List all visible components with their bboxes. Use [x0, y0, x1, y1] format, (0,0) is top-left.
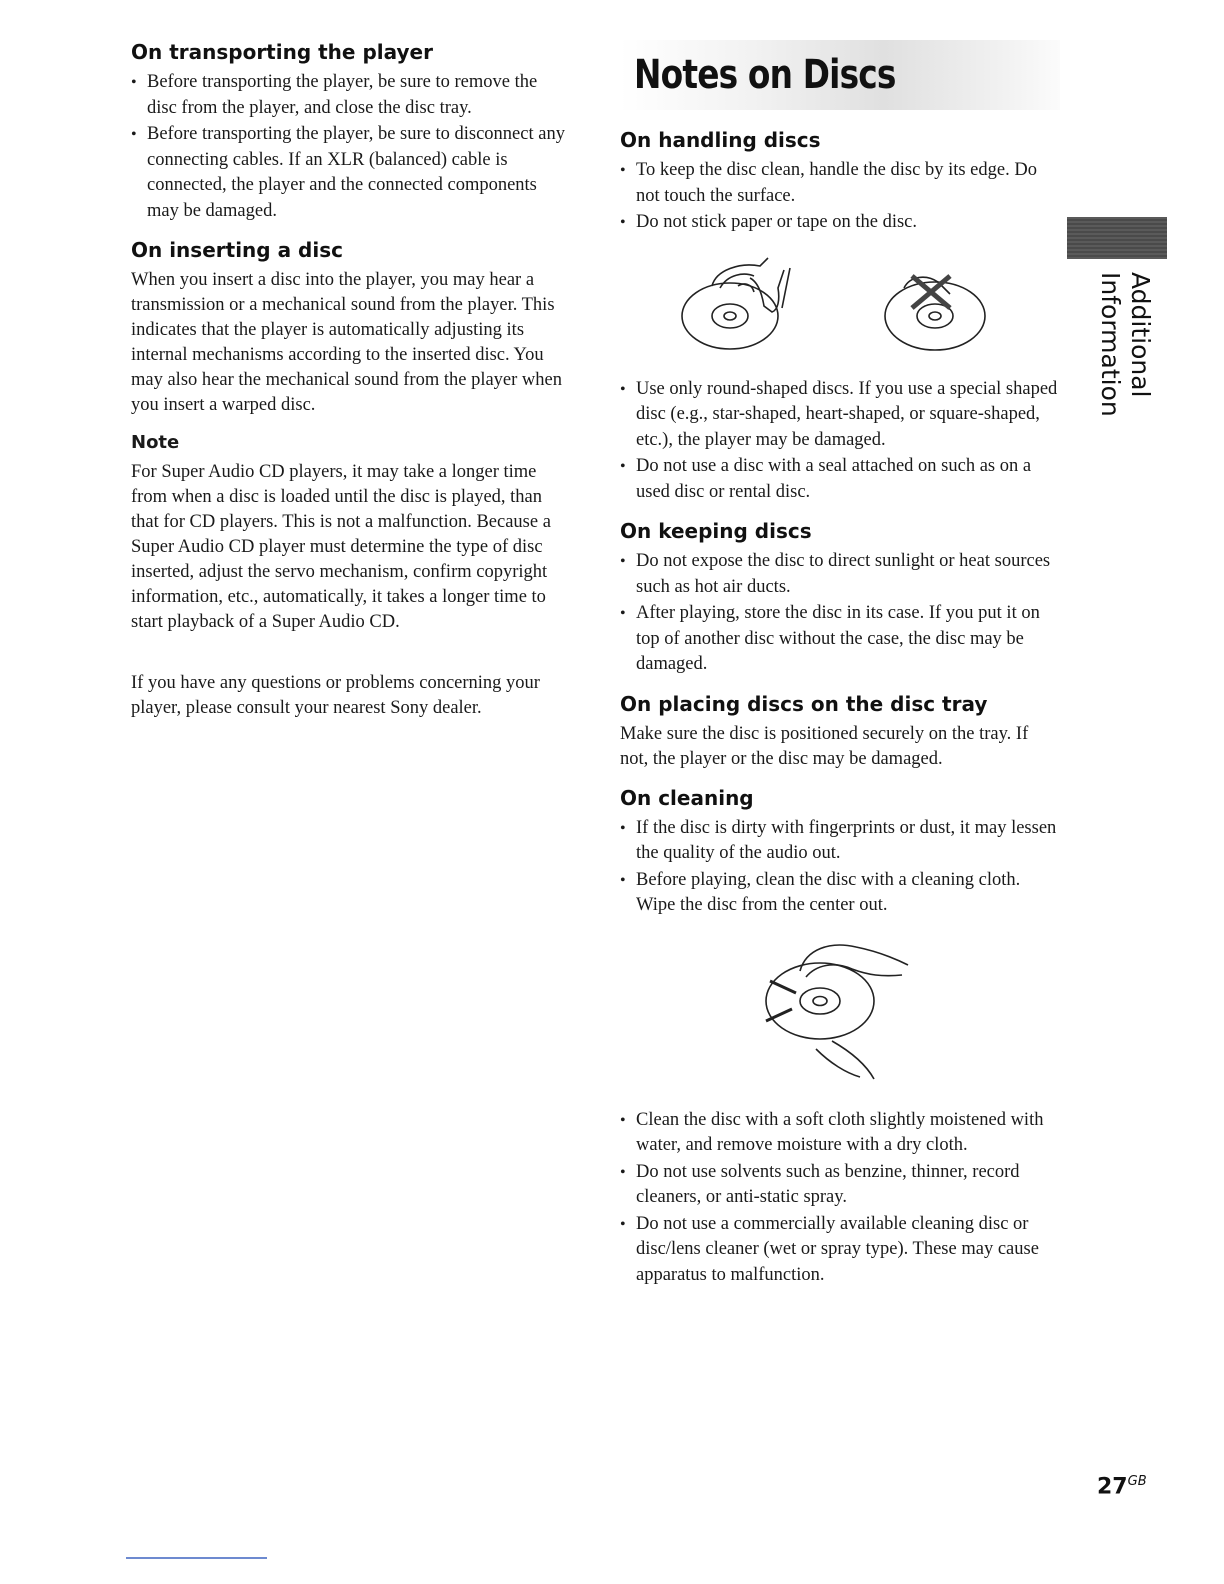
- section-cleaning: [620, 786, 1060, 1289]
- right-column: [620, 40, 1060, 1302]
- disc-cleaning-figure: [620, 931, 1060, 1091]
- heading-placing: On placing discs on the disc tray: [620, 691, 988, 716]
- inserting-text: When you insert a disc into the player, you may hear a transmission or a mechanical sound from the player. This indicates that the player is automatically adjusting its internal mechanisms according to the inserted disc. You may also hear the mechanical sound from the player when you insert a warped disc.: [131, 270, 562, 415]
- heading-note: Note: [131, 432, 180, 453]
- section-tab-marker: [1067, 217, 1167, 259]
- transporting-list: [131, 70, 571, 224]
- cleaning-list-2: [620, 1108, 1060, 1289]
- list-item: • If the disc is dirty with fingerprints or dust, it may lessen the quality of the audio out.: [620, 816, 1060, 867]
- list-item: • Before playing, clean the disc with a cleaning cloth. Wipe the disc from the center out.: [620, 868, 1060, 919]
- handling-list-2: [620, 377, 1060, 506]
- heading-handling: On handling discs: [620, 128, 821, 152]
- page-number: [1097, 1474, 1147, 1499]
- side-label-text: Additional Information: [1096, 272, 1155, 417]
- list-item: • Clean the disc with a soft cloth slightly moistened with water, and remove moisture with a dry cloth.: [620, 1108, 1060, 1159]
- heading-keeping: On keeping discs: [620, 519, 812, 543]
- section-placing: [620, 692, 1060, 772]
- footer-rule: [126, 1557, 267, 1559]
- disc-handling-figure: [620, 248, 1060, 360]
- title-banner: [620, 40, 1060, 110]
- list-item: • Before transporting the player, be sure to disconnect any connecting cables. If an XLR (balanced) cable is connected, the player and the connected components may be damaged.: [131, 122, 571, 224]
- heading-cleaning: On cleaning: [620, 785, 754, 810]
- section-inserting: [131, 238, 571, 418]
- cleaning-list: [620, 816, 1060, 919]
- section-transporting: [131, 40, 571, 224]
- placing-text: Make sure the disc is positioned securely on the tray. If not, the player or the disc may be damaged.: [620, 723, 1029, 769]
- section-keeping: [620, 519, 1060, 678]
- side-section-label: [1095, 272, 1155, 527]
- list-item: • Do not use a disc with a seal attached on such as on a used disc or rental disc.: [620, 454, 1060, 505]
- handling-list: [620, 158, 1060, 236]
- list-item: • Use only round-shaped discs. If you use a special shaped disc (e.g., star-shaped, heart-shaped, or square-shaped, etc.), the player may be damaged.: [620, 377, 1060, 454]
- disc-cleaning-illustration: [620, 931, 1060, 1096]
- list-item: • After playing, store the disc in its case. If you put it on top of another disc without the case, the disc may be damaged.: [620, 601, 1060, 678]
- page-number-suffix: GB: [1127, 1474, 1147, 1489]
- disc-no-touch-icon: [885, 276, 985, 350]
- section-handling: [620, 128, 1060, 505]
- list-item: • Before transporting the player, be sure to remove the disc from the player, and close the disc tray.: [131, 70, 571, 121]
- list-item: • Do not use solvents such as benzine, thinner, record cleaners, or anti-static spray.: [620, 1160, 1060, 1211]
- disc-held-by-edge-icon: [682, 258, 790, 349]
- disc-wiping-icon: [766, 945, 908, 1079]
- contact-text: If you have any questions or problems concerning your player, please consult your nearest Sony dealer.: [131, 673, 540, 718]
- list-item: • Do not expose the disc to direct sunlight or heat sources such as hot air ducts.: [620, 549, 1060, 600]
- page-number-value: 27: [1097, 1474, 1128, 1500]
- section-note: [131, 432, 571, 635]
- heading-transporting: On transporting the player: [131, 40, 433, 64]
- list-item: • Do not use a commercially available cleaning disc or disc/lens cleaner (wet or spray type). These may cause apparatus to malfunction.: [620, 1212, 1060, 1289]
- heading-inserting: On inserting a disc: [131, 238, 343, 262]
- page-title: Notes on Discs: [634, 52, 896, 98]
- list-item: • Do not stick paper or tape on the disc.: [620, 210, 1060, 236]
- left-column: [131, 40, 571, 721]
- list-item: • To keep the disc clean, handle the disc by its edge. Do not touch the surface.: [620, 158, 1060, 209]
- keeping-list: [620, 549, 1060, 678]
- note-text: For Super Audio CD players, it may take a longer time from when a disc is loaded until the disc is played, than that for CD players. This is not a malfunction. Because a Super Audio CD player must determine the type of disc inserted, adjust the servo mechanism, confirm copyright information, etc., automatically, it takes a longer time to start playback of a Super Audio CD.: [131, 462, 551, 632]
- disc-handling-illustration: [620, 248, 1060, 365]
